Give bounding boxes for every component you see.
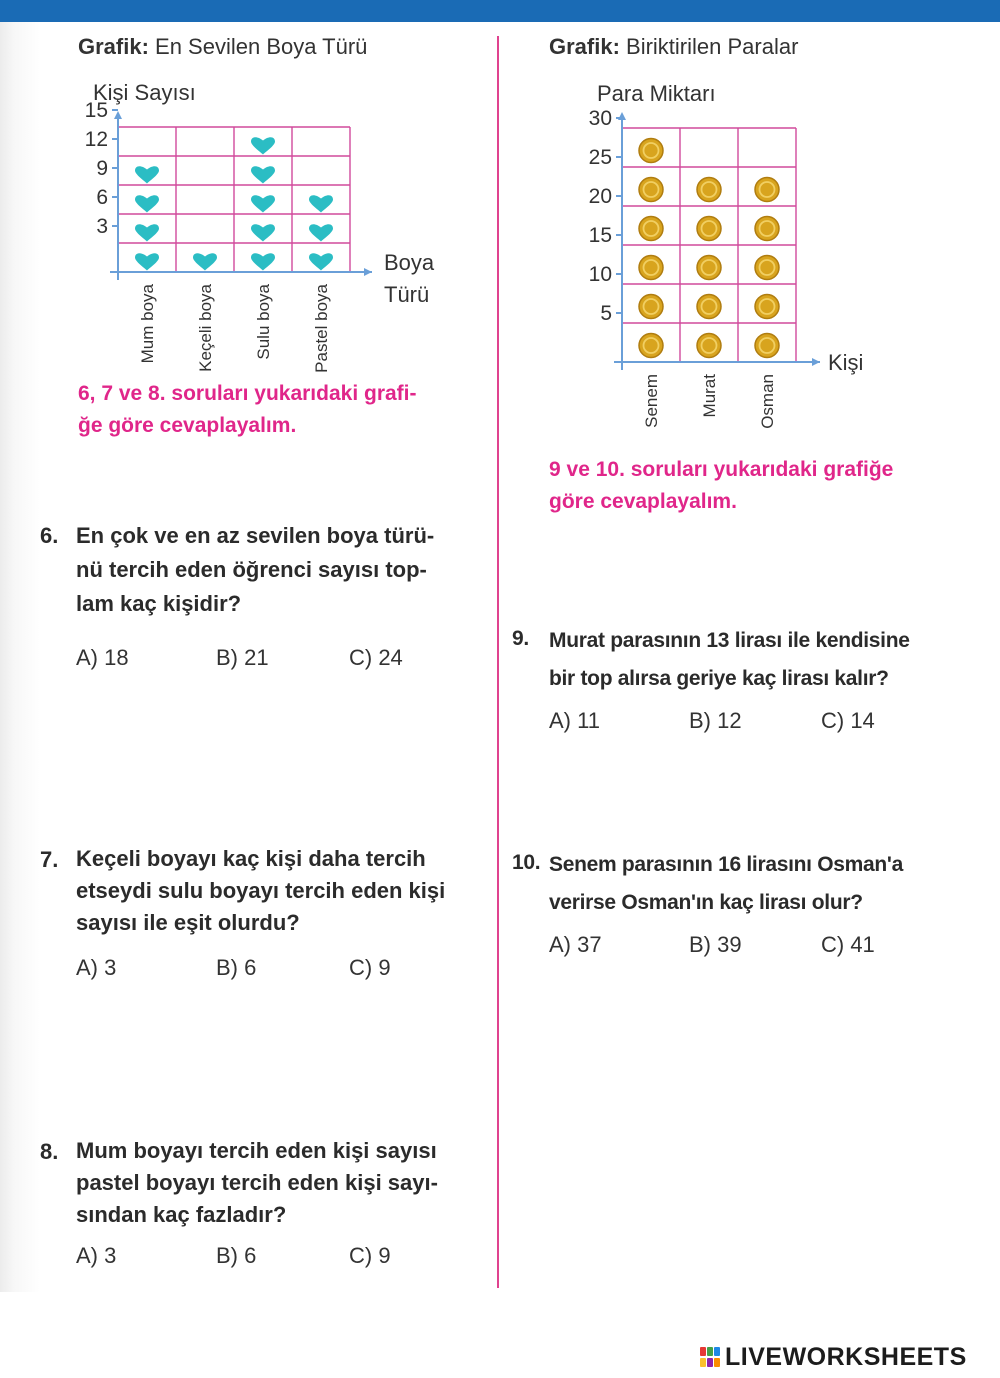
coin-icon <box>697 295 721 319</box>
y-axis-label: Para Miktarı <box>597 81 716 106</box>
q10-option-b[interactable]: B) 39 <box>689 932 742 957</box>
y-axis-label: Kişi Sayısı <box>93 80 196 105</box>
question-line: lam kaç kişidir? <box>76 591 242 616</box>
right-note-line-2: göre cevaplayalım. <box>549 490 737 513</box>
q6-option-c[interactable]: C) 24 <box>349 645 403 670</box>
q7-option-c[interactable]: C) 9 <box>349 955 391 980</box>
question-number: 8. <box>40 1139 59 1164</box>
y-tick-label: 25 <box>588 146 612 169</box>
question-line: Senem parasının 16 lirasını Osman'a <box>549 853 903 876</box>
chart-grid <box>622 128 796 362</box>
coin-icon <box>697 256 721 280</box>
category-label: Pastel boya <box>312 284 331 373</box>
q10-option-a[interactable]: A) 37 <box>549 932 602 957</box>
coin-icon <box>639 178 663 202</box>
coin-icon <box>755 295 779 319</box>
right-note-line-1: 9 ve 10. soruları yukarıdaki grafiğe <box>549 458 894 481</box>
coin-icon <box>639 217 663 241</box>
left-note-line-1: 6, 7 ve 8. soruları yukarıdaki grafi- <box>78 382 417 405</box>
question-line: sayısı ile eşit olurdu? <box>76 910 300 935</box>
question-line: sından kaç fazladır? <box>76 1202 287 1227</box>
y-tick-label: 30 <box>588 107 612 130</box>
y-tick-label: 15 <box>84 99 108 122</box>
q6-option-b[interactable]: B) 21 <box>216 645 269 670</box>
right-chart-title-bold: Grafik: <box>549 34 620 59</box>
coin-icon <box>639 295 663 319</box>
question-line: Keçeli boyayı kaç kişi daha tercih <box>76 846 426 871</box>
right-chart-note <box>549 454 893 518</box>
y-tick-label: 5 <box>600 302 612 325</box>
q9-option-c[interactable]: C) 14 <box>821 708 875 733</box>
coin-icon <box>755 217 779 241</box>
q7-option-a[interactable]: A) 3 <box>76 955 117 980</box>
y-tick-label: 9 <box>96 157 108 180</box>
question-line: etseydi sulu boyayı tercih eden kişi <box>76 878 446 903</box>
coin-icon <box>697 217 721 241</box>
coin-icon <box>755 334 779 358</box>
coin-icon <box>755 256 779 280</box>
question-line: Murat parasının 13 lirası ile kendisine <box>549 629 910 652</box>
coin-icon <box>639 334 663 358</box>
coin-icon <box>639 139 663 163</box>
category-label: Osman <box>758 374 777 429</box>
liveworksheets-logo[interactable] <box>700 1343 967 1372</box>
left-chart-title-text: En Sevilen Boya Türü <box>148 34 368 59</box>
question-line: En çok ve en az sevilen boya türü- <box>76 523 435 548</box>
q8-option-b[interactable]: B) 6 <box>216 1243 257 1268</box>
coin-icon <box>639 256 663 280</box>
q9-option-b[interactable]: B) 12 <box>689 708 742 733</box>
coin-icon <box>697 334 721 358</box>
question-number: 6. <box>40 523 59 548</box>
y-tick-label: 6 <box>96 186 108 209</box>
x-axis-label: Kişi <box>828 350 864 375</box>
question-line: nü tercih eden öğrenci sayısı top- <box>76 557 427 582</box>
y-tick-label: 15 <box>588 224 612 247</box>
category-label: Murat <box>700 374 719 418</box>
q7-option-b[interactable]: B) 6 <box>216 955 257 980</box>
y-tick-label: 10 <box>588 263 612 286</box>
question-line: verirse Osman'ın kaç lirası olur? <box>549 891 863 914</box>
left-note-line-2: ğe göre cevaplayalım. <box>78 414 297 437</box>
question-line: pastel boyayı tercih eden kişi sayı- <box>76 1170 438 1195</box>
q8-option-c[interactable]: C) 9 <box>349 1243 391 1268</box>
x-axis-arrow <box>812 358 820 366</box>
y-tick-label: 20 <box>588 185 612 208</box>
coin-icon <box>697 178 721 202</box>
x-axis-label: Türü <box>384 282 430 307</box>
question-line: Mum boyayı tercih eden kişi sayısı <box>76 1138 437 1163</box>
liveworksheets-logo-text: LIVEWORKSHEETS <box>725 1343 967 1371</box>
question-number: 10. <box>512 851 541 874</box>
y-tick-label: 12 <box>84 128 108 151</box>
right-chart-title-text: Biriktirilen Paralar <box>619 34 799 59</box>
category-label: Senem <box>642 374 661 428</box>
question-number: 9. <box>512 627 529 650</box>
category-label: Keçeli boya <box>196 284 215 372</box>
y-tick-label: 3 <box>96 215 108 238</box>
category-label: Mum boya <box>138 284 157 364</box>
q10-option-c[interactable]: C) 41 <box>821 932 875 957</box>
x-axis-label: Boya <box>384 250 435 275</box>
category-label: Sulu boya <box>254 284 273 360</box>
coin-icon <box>755 178 779 202</box>
q6-option-a[interactable]: A) 18 <box>76 645 129 670</box>
liveworksheets-logo-icon <box>700 1346 722 1368</box>
left-chart-title-bold: Grafik: <box>78 34 149 59</box>
question-number: 7. <box>40 847 59 872</box>
q8-option-a[interactable]: A) 3 <box>76 1243 117 1268</box>
q9-option-a[interactable]: A) 11 <box>549 708 600 733</box>
question-line: bir top alırsa geriye kaç lirası kalır? <box>549 667 889 690</box>
